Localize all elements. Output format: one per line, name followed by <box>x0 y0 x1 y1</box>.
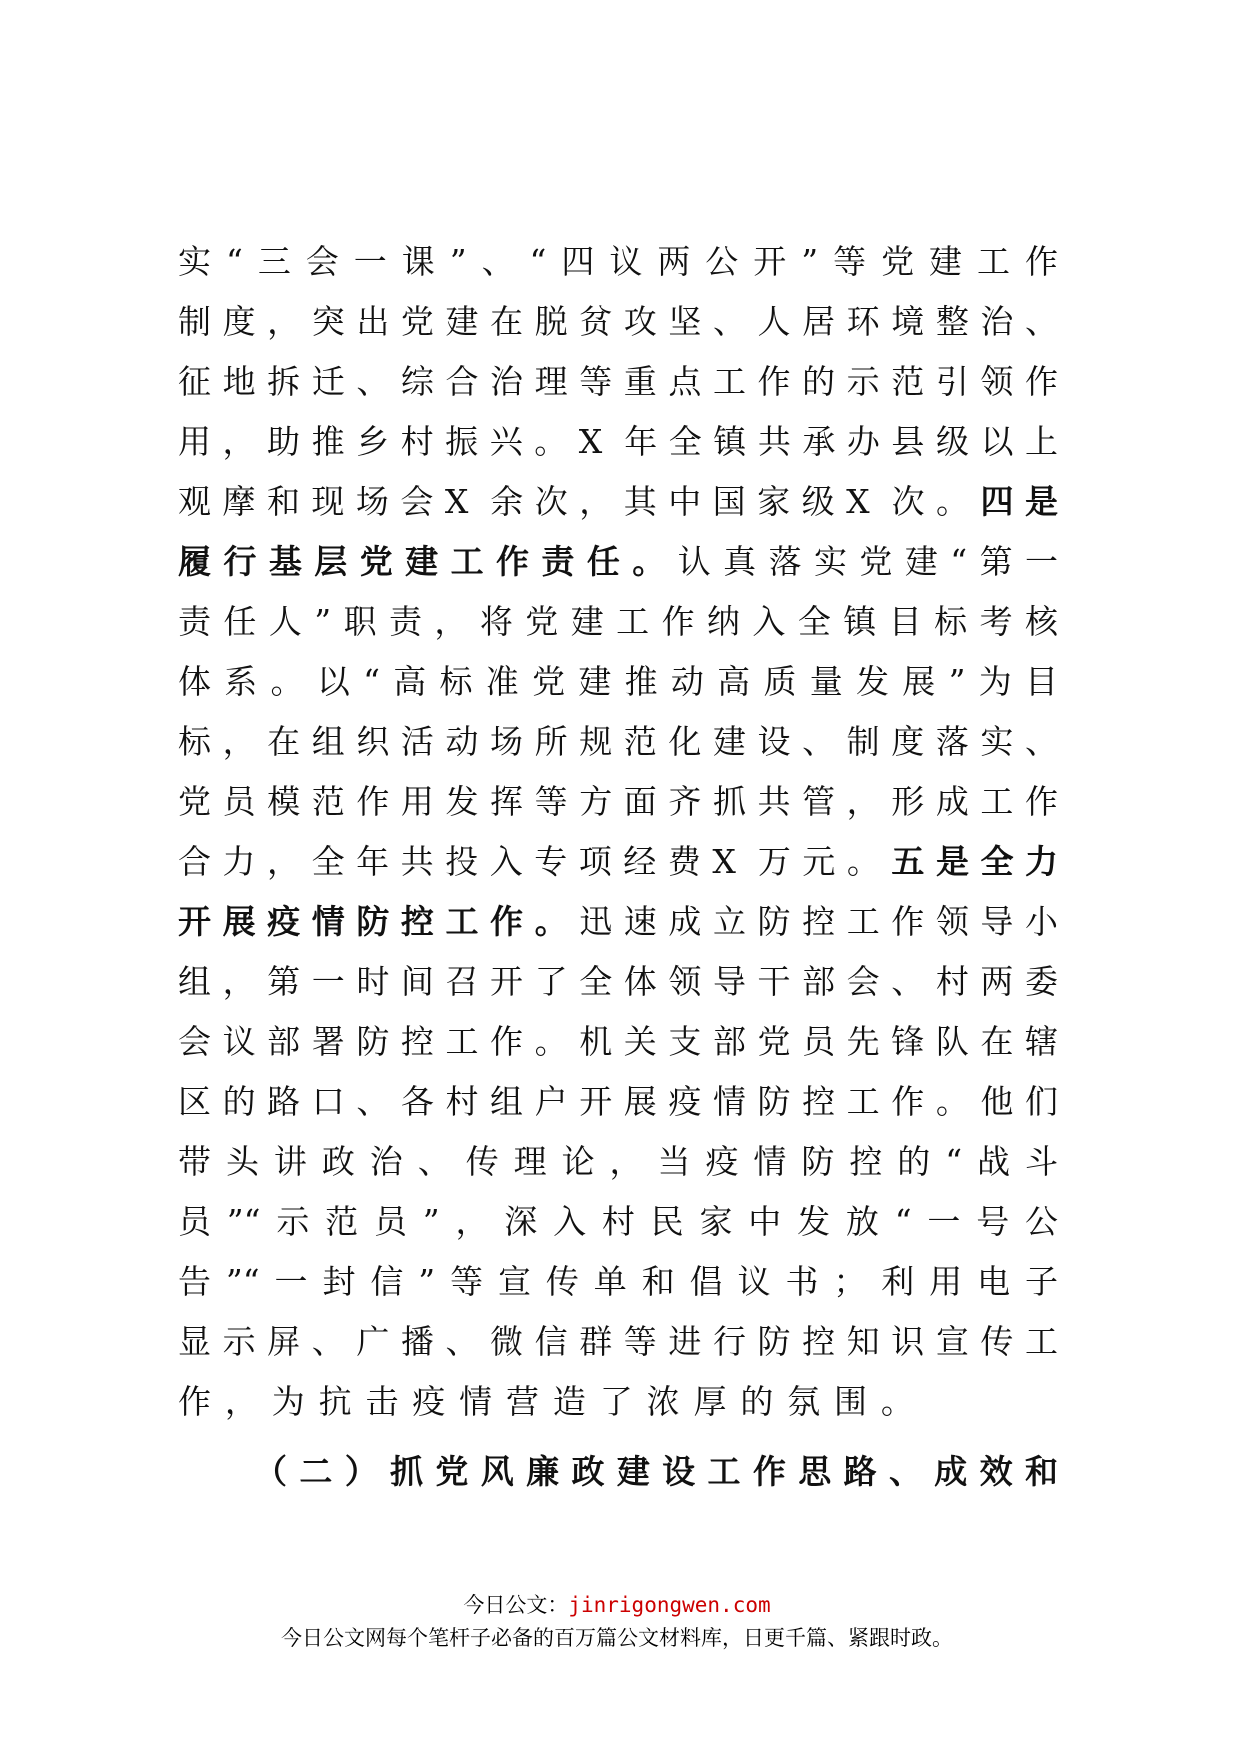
text-line <box>178 1012 1058 1072</box>
text-segment: 迅速成立防控工作领导小 <box>579 902 1059 941</box>
text-segment: 体系。以“高标准党建推动高质量发展”为目 <box>178 662 1058 701</box>
text-line <box>178 1132 1058 1192</box>
text-line <box>178 1072 1058 1132</box>
text-line <box>178 1312 1058 1372</box>
text-segment: 实“三会一课”、“四议两公开”等党建工作 <box>178 242 1058 281</box>
text-segment: 征地拆迁、综合治理等重点工作的示范引领作 <box>178 362 1058 401</box>
footer-site-line <box>0 1589 1234 1619</box>
text-segment: 区的路口、各村组户开展疫情防控工作。他们 <box>178 1082 1058 1121</box>
text-segment: 用，助推乡村振兴。X 年全镇共承办县级以上 <box>178 422 1058 461</box>
bold-text-segment: 五是全力 <box>891 842 1059 881</box>
text-line <box>178 1252 1058 1312</box>
text-segment: 员”“示范员”，深入村民家中发放“一号公 <box>178 1202 1058 1241</box>
body-text <box>178 232 1058 1502</box>
text-line <box>178 412 1058 472</box>
text-line <box>178 892 1058 952</box>
text-segment: 作，为抗击疫情营造了浓厚的氛围。 <box>178 1382 928 1421</box>
bold-text-segment: 四是 <box>980 482 1059 521</box>
footer-tagline: 今日公文网每个笔杆子必备的百万篇公文材料库，日更千篇、紧跟时政。 <box>281 1626 953 1650</box>
bold-text-segment: 开展疫情防控工作。 <box>178 902 580 941</box>
footer-site-label: 今日公文： <box>463 1593 569 1617</box>
text-segment: 党员模范作用发挥等方面齐抓共管，形成工作 <box>178 782 1058 821</box>
text-line <box>178 952 1058 1012</box>
text-segment: 带头讲政治、传理论，当疫情防控的“战斗 <box>178 1142 1058 1181</box>
text-segment: 告”“一封信”等宣传单和倡议书；利用电子 <box>178 1262 1058 1301</box>
text-segment: 会议部署防控工作。机关支部党员先锋队在辖 <box>178 1022 1058 1061</box>
text-segment: 责任人”职责，将党建工作纳入全镇目标考核 <box>178 602 1058 641</box>
footer-site-url[interactable]: jinrigongwen.com <box>568 1593 771 1617</box>
text-line <box>178 652 1058 712</box>
text-line <box>178 712 1058 772</box>
text-segment: 认真落实党建“第一 <box>677 542 1059 581</box>
text-segment: 制度，突出党建在脱贫攻坚、人居环境整治、 <box>178 302 1058 341</box>
text-segment: 标，在组织活动场所规范化建设、制度落实、 <box>178 722 1058 761</box>
text-line <box>178 832 1058 892</box>
text-segment: 合力，全年共投入专项经费X 万元。 <box>178 842 892 881</box>
text-segment: 显示屏、广播、微信群等进行防控知识宣传工 <box>178 1322 1058 1361</box>
bold-text-segment: 履行基层党建工作责任。 <box>178 542 678 581</box>
text-line <box>178 592 1058 652</box>
section-heading: （二）抓党风廉政建设工作思路、成效和 <box>254 1452 1058 1491</box>
text-line <box>178 1372 1058 1432</box>
text-line <box>178 292 1058 352</box>
text-line <box>178 1192 1058 1252</box>
text-line <box>178 532 1058 592</box>
text-segment: 组，第一时间召开了全体领导干部会、村两委 <box>178 962 1058 1001</box>
text-line <box>178 352 1058 412</box>
text-line <box>178 232 1058 292</box>
text-line <box>178 472 1058 532</box>
text-line <box>178 772 1058 832</box>
text-segment: 观摩和现场会X 余次，其中国家级X 次。 <box>178 482 981 521</box>
